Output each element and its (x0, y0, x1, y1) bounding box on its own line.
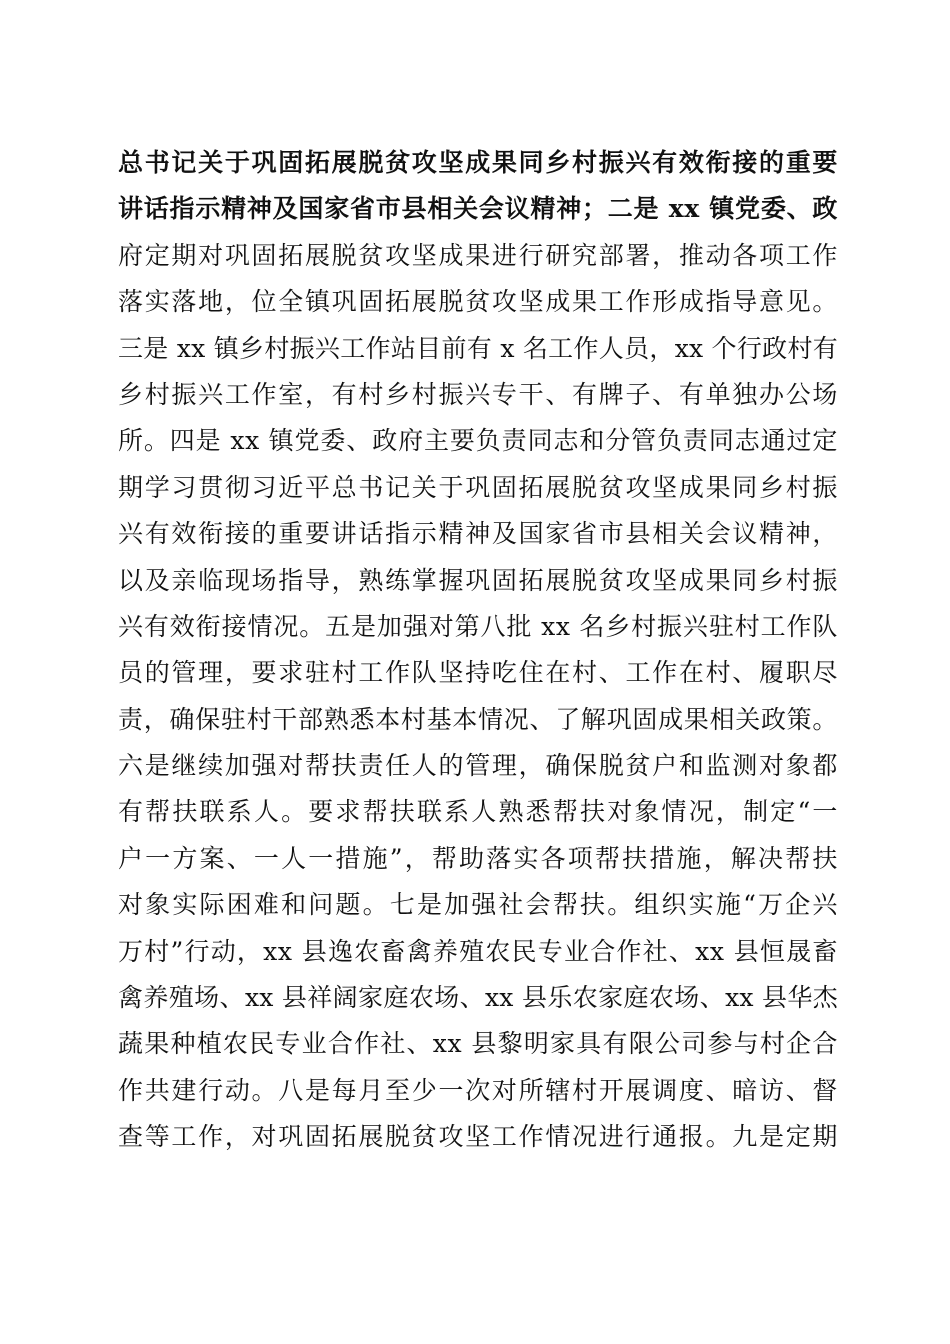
text-line: 作共建行动。八是每月至少一次对所辖村开展调度、暗访、督 (118, 1075, 838, 1105)
text-line: 对象实际困难和问题。七是加强社会帮扶。组织实施“万企兴 (118, 890, 838, 920)
text-line: 兴有效衔接的重要讲话指示精神及国家省市县相关会议精神， (118, 519, 838, 549)
text-line: 以及亲临现场指导，熟练掌握巩固拓展脱贫攻坚成果同乡村振 (118, 565, 838, 595)
text-line: 户一方案、一人一措施”，帮助落实各项帮扶措施，解决帮扶 (118, 843, 838, 873)
text-line: 查等工作，对巩固拓展脱贫攻坚工作情况进行通报。九是定期 (118, 1122, 838, 1152)
text-line: 讲话指示精神及国家省市县相关会议精神；二是 xx 镇党委、政 (118, 194, 838, 224)
text-line: 六是继续加强对帮扶责任人的管理，确保脱贫户和监测对象都 (118, 751, 838, 781)
text-line: 万村”行动，xx 县逸农畜禽养殖农民专业合作社、xx 县恒晟畜 (118, 936, 838, 966)
text-line: 三是 xx 镇乡村振兴工作站目前有 x 名工作人员，xx 个行政村有 (118, 333, 838, 363)
text-line: 员的管理，要求驻村工作队坚持吃住在村、工作在村、履职尽 (118, 658, 838, 688)
text-line: 总书记关于巩固拓展脱贫攻坚成果同乡村振兴有效衔接的重要 (118, 148, 838, 177)
text-line: 禽养殖场、xx 县祥阔家庭农场、xx 县乐农家庭农场、xx 县华杰 (118, 983, 838, 1013)
text-line: 所。四是 xx 镇党委、政府主要负责同志和分管负责同志通过定 (118, 426, 838, 456)
text-line: 兴有效衔接情况。五是加强对第八批 xx 名乡村振兴驻村工作队 (118, 611, 838, 641)
text-line: 落实落地，位全镇巩固拓展脱贫攻坚成果工作形成指导意见。 (118, 287, 838, 317)
text-line: 有帮扶联系人。要求帮扶联系人熟悉帮扶对象情况，制定“一 (118, 797, 838, 827)
text-line: 期学习贯彻习近平总书记关于巩固拓展脱贫攻坚成果同乡村振 (118, 472, 838, 502)
text-line: 蔬果种植农民专业合作社、xx 县黎明家具有限公司参与村企合 (118, 1029, 838, 1059)
text-line: 乡村振兴工作室，有村乡村振兴专干、有牌子、有单独办公场 (118, 379, 838, 409)
body-text (118, 140, 838, 1161)
text-line: 责，确保驻村干部熟悉本村基本情况、了解巩固成果相关政策。 (118, 704, 838, 734)
text-line: 府定期对巩固拓展脱贫攻坚成果进行研究部署，推动各项工作 (118, 240, 838, 270)
